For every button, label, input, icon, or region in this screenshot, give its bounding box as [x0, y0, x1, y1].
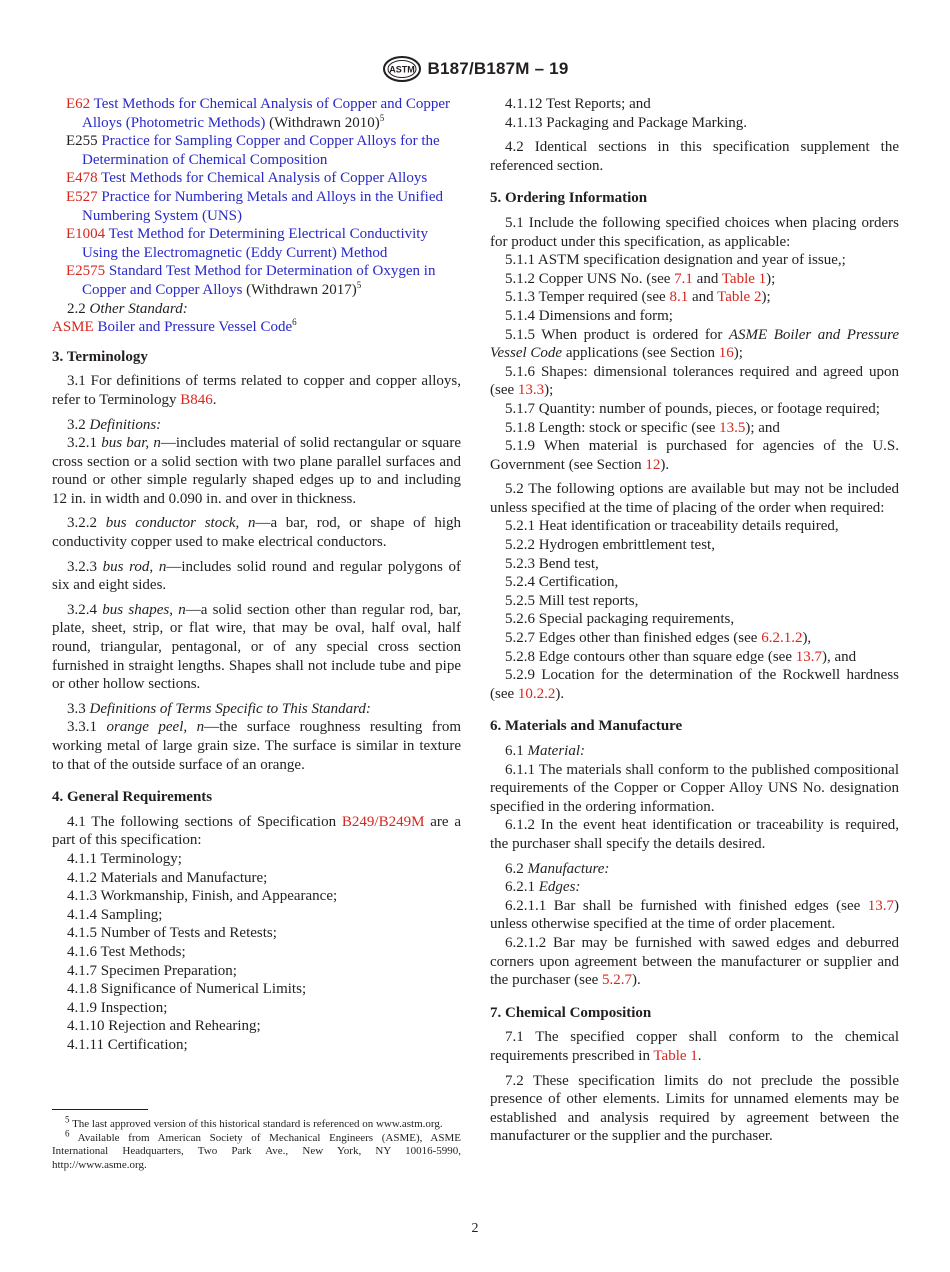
reference-e527	[52, 188, 461, 225]
item-5-1-5: 5.1.5 When product is ordered for ASME Boiler and Pressure Vessel Code applications (see Section 16);	[490, 326, 900, 362]
heading-general-requirements: 4. General Requirements	[52, 789, 213, 806]
item-5-2-3: 5.2.3 Bend test,	[505, 555, 599, 572]
astm-logo-icon	[382, 55, 422, 83]
link-10-2-2[interactable]: 10.2.2	[517, 685, 556, 702]
para-6-2: 6.2 Manufacture:	[505, 860, 610, 877]
heading-terminology: 3. Terminology	[52, 348, 148, 365]
reference-title[interactable]: Standard Test Method for Determination of Oxygen in Copper and Copper Alloys	[82, 263, 436, 298]
left-column	[52, 95, 461, 1055]
link-12[interactable]: 12	[645, 456, 661, 473]
item-5-1-4: 5.1.4 Dimensions and form;	[505, 307, 673, 324]
footnote-mark: 5	[379, 112, 385, 123]
definition-orange-peel: 3.3.1 orange peel, n—the surface roughness resulting from working metal of large grain size. The surface is similar in texture to that of the outside surface of an orange.	[52, 719, 462, 773]
reference-code[interactable]: E1004	[66, 226, 106, 243]
para-6-2-1-2: 6.2.1.2 Bar may be furnished with sawed edges and deburred corners upon agreement between the manufacturer or supplier and the purchaser (see 5.2.7).	[490, 934, 899, 989]
item-5-2-9: 5.2.9 Location for the determination of the Rockwell hardness (see 10.2.2).	[490, 667, 899, 702]
link-13-7[interactable]: 13.7	[795, 648, 822, 665]
heading-chemical-composition: 7. Chemical Composition	[490, 1004, 652, 1021]
item-5-2-4: 5.2.4 Certification,	[505, 574, 619, 591]
item-5-2-6: 5.2.6 Special packaging requirements,	[505, 611, 735, 628]
list-item: 4.1.1 Terminology;	[67, 850, 182, 867]
reference-title[interactable]: Practice for Numbering Metals and Alloys in the Unified Numbering System (UNS)	[82, 188, 444, 224]
reference-title[interactable]: Test Methods for Chemical Analysis of Copper and Copper Alloys (Photometric Methods)	[82, 96, 451, 131]
item-5-1-3: 5.1.3 Temper required (see 8.1 and Table 2);	[505, 289, 771, 306]
item-5-1-7: 5.1.7 Quantity: number of pounds, pieces, or footage required;	[505, 400, 880, 417]
para-3-2: 3.2 Definitions:	[67, 416, 162, 433]
link-6-2-1-2[interactable]: 6.2.1.2	[761, 630, 803, 647]
item-5-1-8: 5.1.8 Length: stock or specific (see 13.5); and	[505, 419, 780, 436]
footnotes	[52, 1114, 461, 1172]
item-5-1-6: 5.1.6 Shapes: dimensional tolerances required and agreed upon (see 13.3);	[490, 363, 899, 399]
link-8-1[interactable]: 8.1	[669, 289, 689, 306]
list-item: 4.1.12 Test Reports; and	[505, 96, 651, 112]
list-item: 4.1.3 Workmanship, Finish, and Appearance;	[67, 888, 338, 905]
page-number: 2	[471, 1221, 479, 1236]
para-6-2-1: 6.2.1 Edges:	[505, 879, 581, 896]
reference-code[interactable]: E527	[66, 188, 98, 205]
reference-e478	[52, 169, 461, 188]
list-item: 4.1.4 Sampling;	[67, 906, 163, 923]
para-4-2: 4.2 Identical sections in this specification supplement the referenced section.	[490, 139, 899, 174]
link-table-2[interactable]: Table 2	[717, 289, 762, 306]
list-item: 4.1.7 Specimen Preparation;	[67, 962, 237, 979]
footnote-mark: 5	[356, 279, 362, 290]
para-6-1-1: 6.1.1 The materials shall conform to the published compositional requirements of the Copper or Copper Alloy UNS No. designation specified in the ordering information.	[490, 761, 899, 815]
list-item: 4.1.11 Certification;	[67, 1036, 188, 1053]
footnote-mark: 6	[292, 317, 297, 328]
reference-code[interactable]: E2575	[66, 263, 106, 280]
list-item: 4.1.10 Rejection and Rehearing;	[67, 1018, 261, 1035]
list-item: 4.1.9 Inspection;	[67, 999, 168, 1016]
item-5-1-9: 5.1.9 When material is purchased for agencies of the U.S. Government (see Section 12).	[490, 438, 899, 473]
reference-title[interactable]: Boiler and Pressure Vessel Code	[97, 319, 293, 336]
para-6-1-2: 6.1.2 In the event heat identification or traceability is required, the purchaser shall specify the details desired.	[490, 817, 899, 852]
link-table-1[interactable]: Table 1	[653, 1047, 698, 1064]
heading-ordering-information: 5. Ordering Information	[490, 190, 648, 207]
link-table-1[interactable]: Table 1	[721, 270, 767, 287]
reference-note: (Withdrawn 2017)	[246, 281, 357, 298]
list-item: 4.1.8 Significance of Numerical Limits;	[67, 981, 307, 998]
list-item: 4.1.2 Materials and Manufacture;	[67, 869, 268, 886]
definition-bus-bar: 3.2.1 bus bar, n—includes material of solid rectangular or square cross section or a solid section with two plane parallel surfaces and round or other simple regularly shaped edges up to and including 12 in. in width and 0.090 in. and over in thickness.	[52, 435, 461, 507]
list-item: 4.1.5 Number of Tests and Retests;	[67, 925, 277, 942]
para-7-2: 7.2 These specification limits do not preclude the possible presence of other elements. Limits for unnamed elements may be established and analysis required by agreement between the manufacturer or the supplier and the purchaser.	[490, 1072, 899, 1145]
astm-logo-text: ASTM	[388, 64, 415, 75]
definition-bus-shapes: 3.2.4 bus shapes, n—a solid section other than regular rod, bar, plate, sheet, strip, or flat wire, that may be oval, half oval, half round, triangular, pentagonal, or of any special cross section furnished in straight lengths. Shapes shall not include tube and pipe or other hollow sections.	[52, 601, 462, 693]
footnote-6: $^6$ Available from American Society of Mechanical Engineers (ASME), ASME International Headquarters, Two Park Ave., New York, NY 10016-5990, http://www.asme.org.	[52, 1127, 461, 1171]
item-5-1-1: 5.1.1 ASTM specification designation and year of issue,;	[505, 252, 846, 269]
reference-e1004	[52, 225, 461, 262]
footnote-divider	[52, 1109, 148, 1110]
list-item: 4.1.6 Test Methods;	[67, 943, 186, 960]
reference-asme	[52, 318, 461, 337]
link-16[interactable]: 16	[718, 345, 734, 362]
item-5-1-2: 5.1.2 Copper UNS No. (see 7.1 and Table 1);	[505, 270, 776, 287]
link-b249[interactable]: B249/B249M	[341, 813, 425, 830]
link-13-3[interactable]: 13.3	[517, 382, 545, 399]
reference-e62	[52, 95, 461, 132]
para-6-2-1-1: 6.2.1.1 Bar shall be furnished with finished edges (see 13.7) unless otherwise specified at the time of order placement.	[490, 897, 899, 933]
reference-code[interactable]: ASME	[52, 319, 94, 336]
footnote-5: $^5$ The last approved version of this historical standard is referenced on www.astm.org.	[65, 1114, 443, 1130]
link-13-5[interactable]: 13.5	[719, 419, 746, 436]
para-5-2: 5.2 The following options are available but may not be included unless specified at the time of placing of the order when required:	[490, 481, 899, 516]
reference-e255	[52, 132, 461, 169]
page-header	[0, 54, 950, 84]
item-5-2-8: 5.2.8 Edge contours other than square edge (see 13.7), and	[505, 648, 857, 665]
para-3-3: 3.3 Definitions of Terms Specific to This Standard:	[67, 700, 371, 717]
item-5-2-2: 5.2.2 Hydrogen embrittlement test,	[505, 537, 715, 554]
reference-title[interactable]: Test Method for Determining Electrical Conductivity Using the Electromagnetic (Eddy Current) Method	[82, 226, 428, 261]
para-5-1: 5.1 Include the following specified choices when placing orders for product under this specification, as applicable:	[490, 214, 899, 250]
reference-code[interactable]: E478	[66, 170, 98, 187]
link-b846[interactable]: B846	[180, 391, 213, 408]
link-13-7[interactable]: 13.7	[867, 897, 894, 914]
reference-title[interactable]: Test Methods for Chemical Analysis of Copper Alloys	[101, 170, 428, 187]
link-5-2-7[interactable]: 5.2.7	[602, 972, 633, 989]
section-2-2: 2.2 Other Standard:	[67, 300, 188, 317]
document-title: B187/B187M – 19	[427, 59, 569, 78]
reference-note: (Withdrawn 2010)	[269, 114, 380, 131]
para-3-1: 3.1 For definitions of terms related to copper and copper alloys, refer to Terminology B846.	[52, 373, 461, 408]
list-item: 4.1.13 Packaging and Package Marking.	[505, 114, 748, 131]
reference-title[interactable]: Practice for Sampling Copper and Copper Alloys for the Determination of Chemical Composition	[82, 133, 440, 168]
heading-materials-manufacture: 6. Materials and Manufacture	[490, 718, 683, 735]
item-5-2-1: 5.2.1 Heat identification or traceability details required,	[505, 518, 839, 535]
link-7-1[interactable]: 7.1	[674, 270, 693, 287]
definition-bus-conductor-stock: 3.2.2 bus conductor stock, n—a bar, rod, or shape of high conductivity copper used to make electrical conductors.	[52, 515, 462, 551]
right-column	[490, 95, 899, 1146]
reference-code[interactable]: E62	[66, 96, 91, 112]
para-7-1: 7.1 The specified copper shall conform to the chemical requirements prescribed in Table 1.	[490, 1029, 899, 1064]
reference-e2575	[52, 262, 461, 299]
item-5-2-7: 5.2.7 Edges other than finished edges (see 6.2.1.2),	[505, 630, 812, 647]
para-6-1: 6.1 Material:	[505, 743, 585, 759]
item-5-2-5: 5.2.5 Mill test reports,	[505, 592, 639, 609]
para-4-1: 4.1 The following sections of Specification B249/B249M are a part of this specification:	[52, 813, 462, 849]
reference-code: E255	[66, 133, 98, 150]
definition-bus-rod: 3.2.3 bus rod, n—includes solid round and regular polygons of six and eight sides.	[52, 558, 461, 594]
